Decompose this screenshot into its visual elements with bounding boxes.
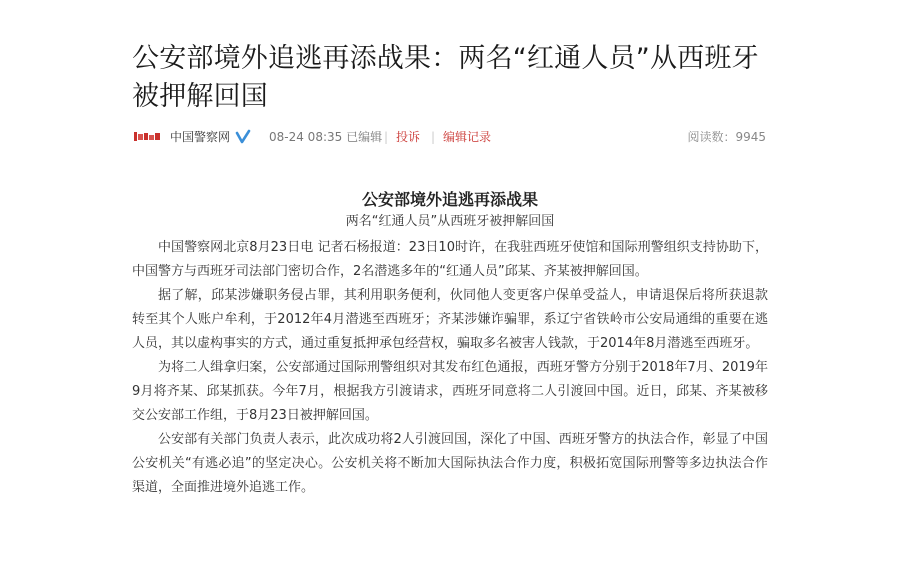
- meta-divider: |: [384, 130, 389, 144]
- article-paragraph: 公安部有关部门负责人表示，此次成功将2人引渡回国，深化了中国、西班牙警方的执法合作，彰显了中国公安机关“有逃必追”的坚定决心。公安机关将不断加大国际执法合作力度，积极拓宽国际刑警等多边执法合作渠道，全面推进境外追逃工作。: [132, 432, 768, 495]
- edit-log-link[interactable]: 编辑记录: [443, 130, 492, 144]
- read-count: 阅读数：9945: [687, 130, 766, 144]
- article-headline: 公安部境外追逃再添战果：两名“红通人员”从西班牙被押解回国: [132, 43, 759, 112]
- complain-link[interactable]: 投诉: [396, 130, 421, 144]
- article-paragraph: 中国警察网北京8月23日电 记者石杨报道：23日10时许，在我驻西班牙使馆和国际刑警组织支持协助下，中国警方与西班牙司法部门密切合作，2名潜逃多年的“红通人员”邱某、齐某被押解回国。: [132, 240, 768, 279]
- source-logo-icon: [134, 131, 160, 142]
- verified-badge-icon: [235, 129, 251, 145]
- article-paragraph: 为将二人缉拿归案，公安部通过国际刑警组织对其发布红色通报，西班牙警方分别于2018年7月、2019年9月将齐某、邱某抓获。今年7月，根据我方引渡请求，西班牙同意将二人引渡回中国。近日，邱某、齐某被移交公安部工作组，于8月23日被押解回国。: [132, 360, 768, 423]
- source-name[interactable]: 中国警察网: [170, 130, 231, 144]
- article-paragraph: 据了解，邱某涉嫌职务侵占罪，其利用职务便利，伙同他人变更客户保单受益人，申请退保后将所获退款转至其个人账户牟利，于2012年4月潜逃至西班牙；齐某涉嫌诈骗罪，系辽宁省铁岭市公安局通缉的重要在逃人员，其以虚构事实的方式，通过重复抵押承包经营权，骗取多名被害人钱款，于2014年8月潜逃至西班牙。: [132, 288, 768, 351]
- article-meta-bar: [134, 128, 766, 146]
- article-subtitle: 公安部境外追逃再添战果: [361, 190, 538, 209]
- article-subheading: 两名“红通人员”从西班牙被押解回国: [345, 214, 555, 229]
- article-body: [132, 188, 768, 500]
- meta-divider: |: [431, 130, 436, 144]
- publish-time: 08-24 08:35 已编辑: [269, 130, 383, 144]
